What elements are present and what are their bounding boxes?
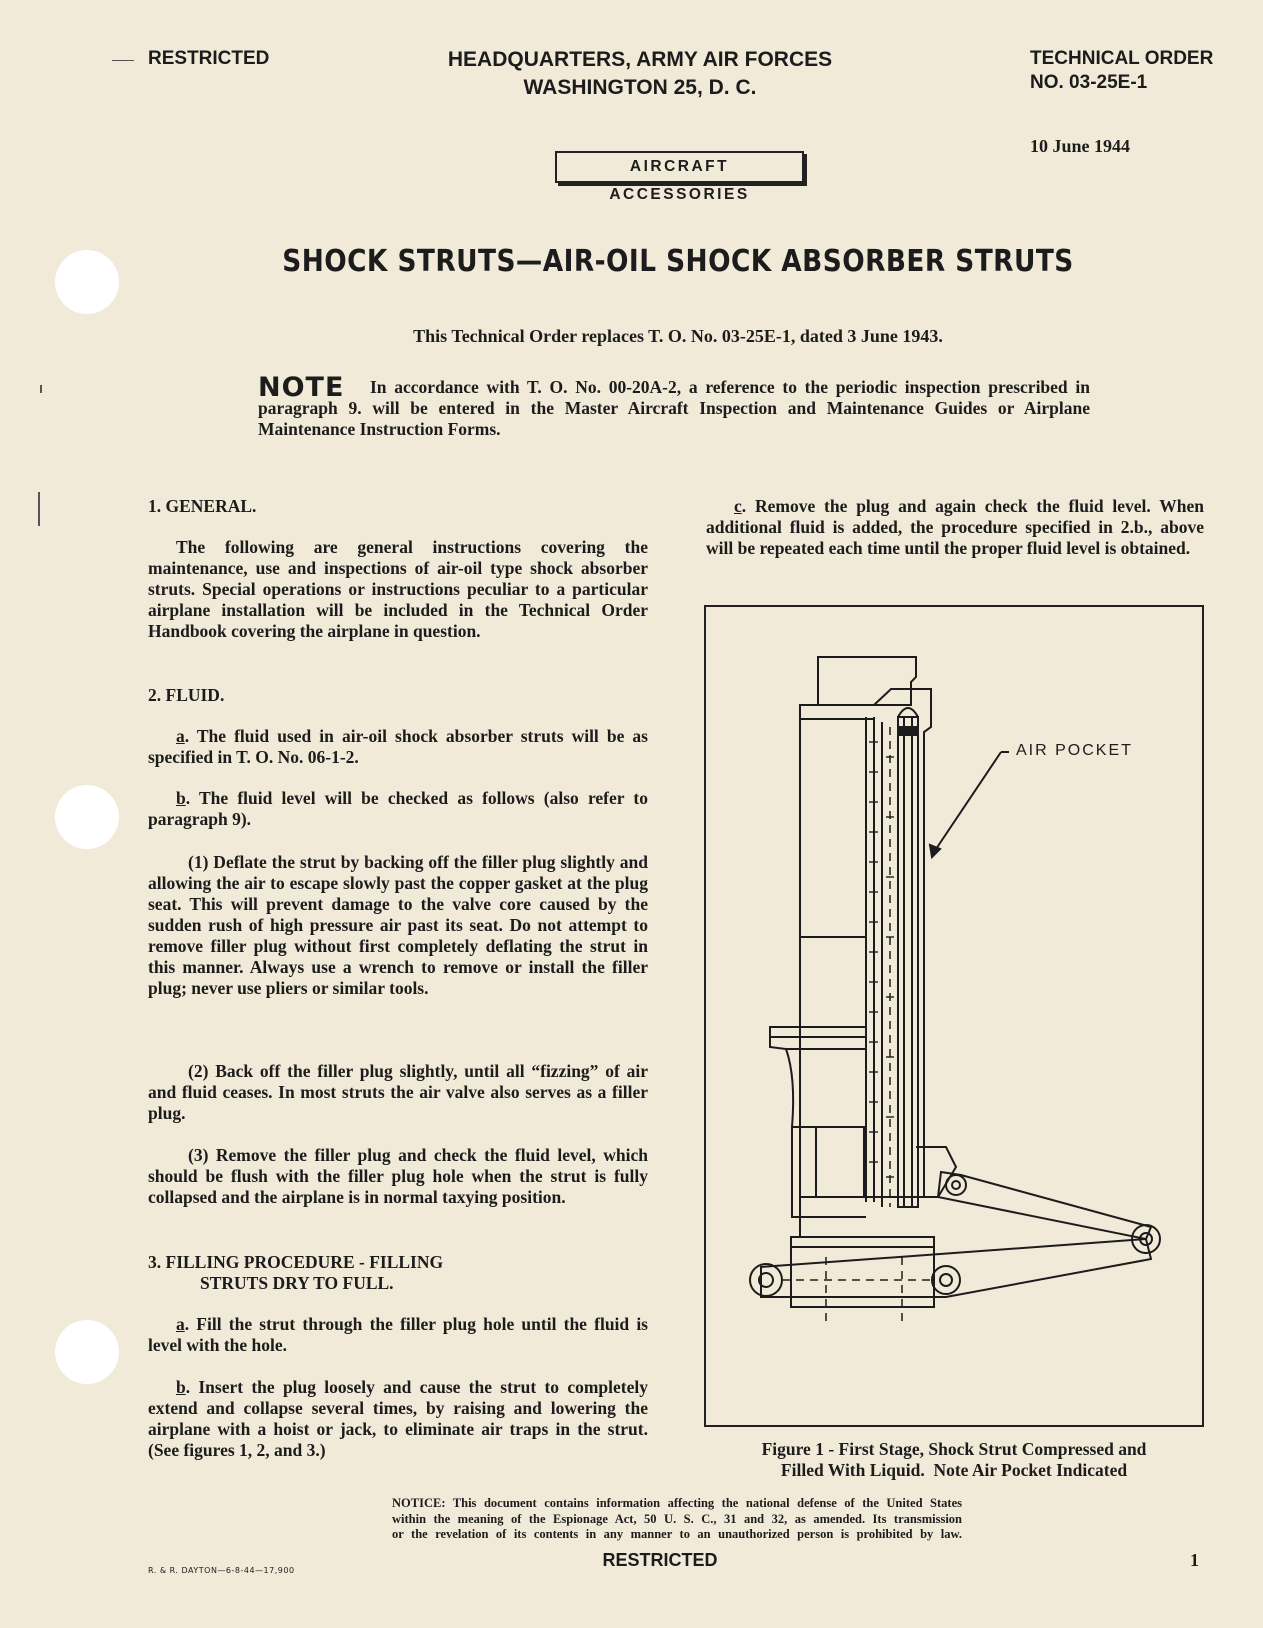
notice-line-1: NOTICE: This document contains information affecting the national defense of the United States (392, 1496, 962, 1510)
notice-line-3: or the revelation of its contents in any manner to an unauthorized person is prohibited by law. (392, 1527, 962, 1541)
general-body: The following are general instructions covering the maintenance, use and inspections of air-oil type shock absorber struts. Special operations or instructions peculiar to a particular airplane installation will be included in the Technical Order Handbook covering the airplane in question. (148, 537, 648, 641)
punch-hole-bottom (55, 1320, 119, 1384)
strut-collar (770, 1027, 866, 1037)
shock-strut-drawing (706, 607, 1202, 1425)
filling-c-letter: c (734, 496, 742, 516)
filling-para-c (706, 496, 1204, 559)
fluid-para-b3 (148, 1145, 648, 1208)
note-label: NOTE (258, 372, 345, 403)
page-title: SHOCK STRUTS—AIR-OIL SHOCK ABSORBER STRUTS (282, 244, 1074, 279)
technical-order-number-text: NO. 03-25E-1 (1030, 72, 1148, 93)
air-pocket-leader (934, 752, 1001, 852)
footer-classification: RESTRICTED (602, 1550, 718, 1570)
section-general-text (148, 537, 648, 642)
fluid-para-b1 (148, 852, 648, 999)
section-filling-heading-2: STRUTS DRY TO FULL. (200, 1273, 394, 1293)
fluid-b-letter: b (176, 788, 186, 808)
issue-date: 10 June 1944 (1030, 136, 1131, 156)
punch-hole-top (55, 250, 119, 314)
note-text (258, 377, 1090, 440)
fluid-para-a (148, 726, 648, 768)
margin-mark (40, 385, 42, 393)
figure-1-caption-line-2: Filled With Liquid. Note Air Pocket Indicated (780, 1460, 1128, 1480)
hq-line-2: WASHINGTON 25, D. C. (523, 76, 757, 99)
filling-para-a (148, 1314, 648, 1356)
torque-link-upper (938, 1172, 1151, 1239)
air-pocket-label: AIR POCKET (1016, 742, 1133, 759)
filling-c-text: . Remove the plug and again check the fluid level. When additional fluid is added, the procedure specified in 2.b., above will be repeated each time until the proper fluid level is obtained. (706, 496, 1204, 558)
fluid-b1-text: (1) Deflate the strut by backing off the filler plug slightly and allowing the air to escape slowly past the copper gasket at the plug seat. This will prevent damage to the valve core caused by the sudden rush of high pressure air past its seat. Do not attempt to remove filler plug without first completely deflating the strut in this manner. Always use a wrench to remove or install the filler plug; never use pliers or similar tools. (148, 852, 648, 998)
section-filling-heading-1: 3. FILLING PROCEDURE - FILLING (148, 1252, 444, 1272)
page-number: 1 (1190, 1550, 1199, 1570)
fluid-para-b2 (148, 1061, 648, 1124)
figure-1-frame (704, 605, 1204, 1427)
fluid-b-text: . The fluid level will be checked as follows (also refer to paragraph 9). (148, 788, 648, 829)
margin-mark (38, 492, 40, 526)
header-classification: RESTRICTED (148, 48, 270, 69)
filling-b-text: . Insert the plug loosely and cause the strut to completely extend and collapse several times, by raising and lowering the airplane with a hoist or jack, to eliminate air traps in the strut. (See figures 1, 2, and 3.) (148, 1377, 648, 1460)
fluid-b3-text: (3) Remove the filler plug and check the fluid level, which should be flush with the filler plug hole when the strut is fully collapsed and the airplane is in normal taxying position. (148, 1145, 648, 1207)
notice-block (392, 1496, 962, 1543)
printer-imprint: R. & R. DAYTON—6-8-44—17,900 (148, 1566, 295, 1575)
hq-line-1: HEADQUARTERS, ARMY AIR FORCES (447, 48, 833, 71)
technical-order-number (1030, 72, 1147, 94)
metering-tube (898, 717, 918, 1207)
filling-b-letter: b (176, 1377, 186, 1397)
category-label: AIRCRAFT ACCESSORIES (609, 158, 750, 203)
fluid-para-b (148, 788, 648, 830)
note-body: In accordance with T. O. No. 00-20A-2, a reference to the periodic inspection prescribed in paragraph 9. will be entered in the Master Aircraft Inspection and Maintenance Guides or Airplane Maintenance Instruction Forms. (258, 377, 1090, 439)
category-box (555, 151, 804, 203)
notice-line-2: within the meaning of the Espionage Act, 50 U. S. C., 31 and 32, as amended. Its transmission (392, 1511, 962, 1526)
section-fluid-heading: 2. FLUID. (148, 685, 225, 705)
section-general-heading: 1. GENERAL. (148, 496, 257, 516)
fluid-a-letter: a (176, 726, 185, 746)
filling-a-letter: a (176, 1314, 185, 1334)
punch-hole-middle (55, 785, 119, 849)
technical-order-label: TECHNICAL ORDER (1030, 48, 1214, 69)
fluid-a-text: . The fluid used in air-oil shock absorber struts will be as specified in T. O. No. 06-1-2. (148, 726, 648, 767)
filling-para-b (148, 1377, 648, 1461)
replaces-line: This Technical Order replaces T. O. No. 03-25E-1, dated 3 June 1943. (413, 326, 943, 346)
margin-mark (112, 60, 134, 61)
strut-top-cap (818, 657, 916, 705)
filling-a-text: . Fill the strut through the filler plug hole until the fluid is level with the hole. (148, 1314, 648, 1355)
fluid-b2-text: (2) Back off the filler plug slightly, until all “fizzing” of air and fluid ceases. In most struts the air valve also serves as a filler plug. (148, 1061, 648, 1123)
figure-1-caption-line-1: Figure 1 - First Stage, Shock Strut Compressed and (761, 1439, 1147, 1459)
